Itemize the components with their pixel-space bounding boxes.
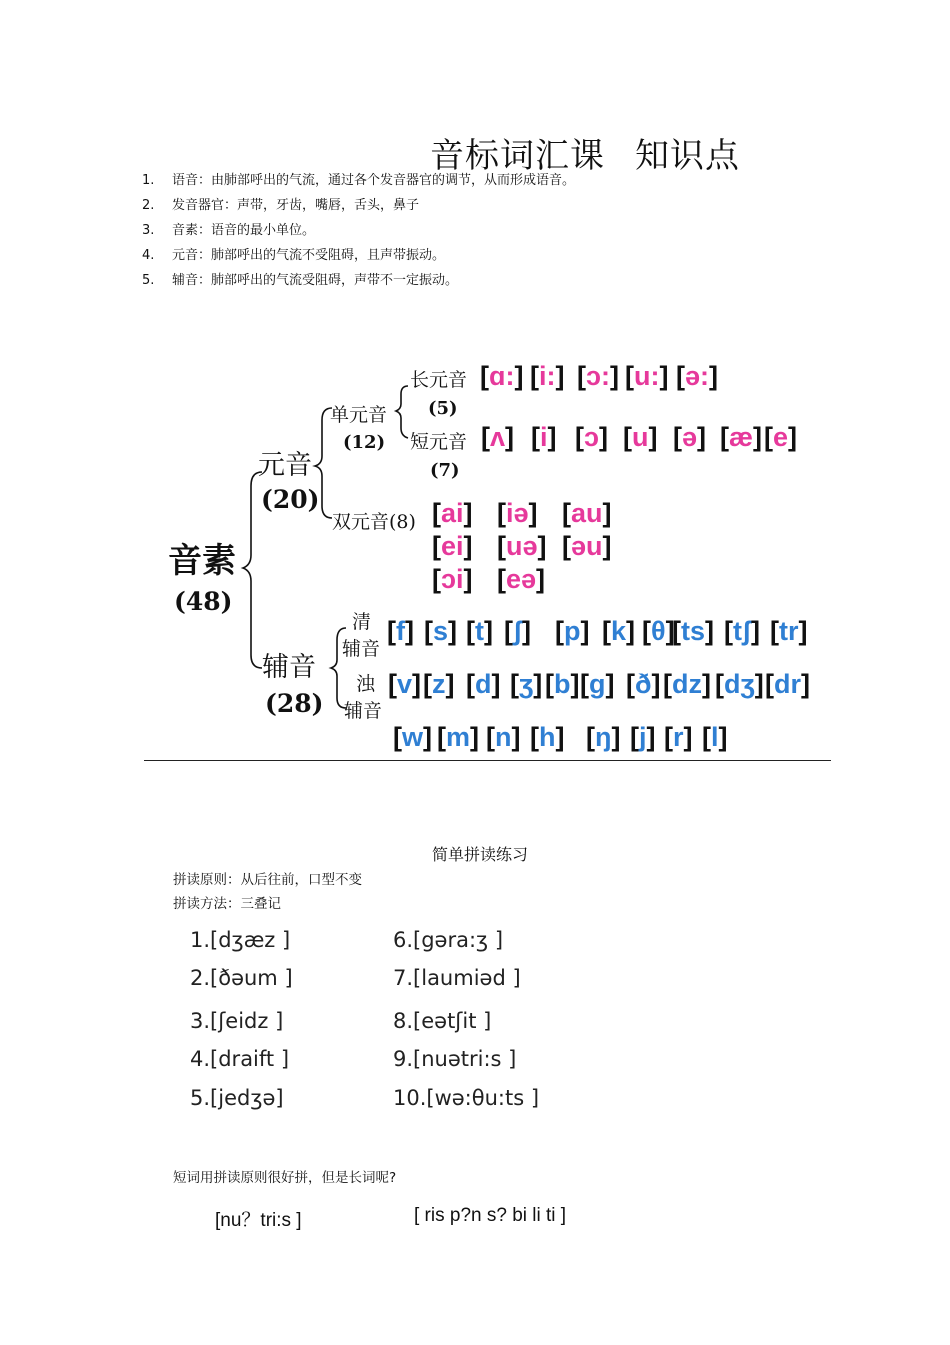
phonetic-symbol: [j]: [630, 722, 656, 752]
practice-item: 10.[wə:θu:ts ]: [393, 1086, 540, 1110]
phonetic-symbol: [ʌ]: [481, 422, 515, 452]
phonetic-symbol: [i]: [531, 422, 557, 452]
voiceless-consonant-symbols: [387, 616, 808, 646]
phonetic-symbol: [z]: [423, 669, 455, 699]
diphthong-label: 双元音(8): [332, 511, 416, 533]
phonetic-symbol: [ei]: [432, 531, 473, 561]
phonetic-symbol: [s]: [424, 616, 458, 646]
phonetic-symbol: [e]: [764, 422, 798, 452]
phonetic-symbol: [u]: [623, 422, 658, 452]
phonetic-symbol: [ts]: [672, 616, 715, 646]
definition-num: 1.: [142, 173, 155, 188]
phoneme-tree-diagram: [0, 330, 950, 760]
phonetic-symbol: [n]: [486, 722, 521, 752]
definition-item: [142, 172, 575, 197]
phonetic-symbol: [k]: [602, 616, 636, 646]
definition-text: 发音器官：声带，牙齿，嘴唇，舌头，鼻子: [172, 198, 420, 213]
definition-num: 2.: [142, 198, 155, 213]
practice-item: 2.[ðəum ]: [190, 966, 293, 990]
long-vowel-symbols: [480, 361, 718, 391]
brace-monophthong: [396, 386, 408, 438]
phonetic-symbol: [t]: [466, 616, 493, 646]
voiced-label-2: 辅音: [344, 700, 383, 722]
phonetic-symbol: [h]: [530, 722, 565, 752]
definition-num: 4.: [142, 248, 155, 263]
page-title-main: 音标词汇课: [430, 136, 605, 176]
definition-text: 音素：语音的最小单位。: [172, 223, 316, 238]
definition-text: 语音：由肺部呼出的气流，通过各个发音器官的调节，从而形成语音。: [172, 173, 576, 188]
section-divider: [144, 760, 831, 761]
long-word-example: [nu？tri:s ]: [215, 1210, 302, 1231]
phonetic-symbol: [m]: [437, 722, 480, 752]
phonetic-symbol: [iə]: [497, 498, 538, 528]
voiceless-label-2: 辅音: [342, 638, 381, 660]
phonetic-symbol: [u:]: [625, 361, 669, 391]
phonetic-symbol: [ŋ]: [586, 722, 621, 752]
short-vowel-label: 短元音: [410, 431, 468, 453]
practice-title: 简单拼读练习: [432, 845, 529, 864]
consonant-count: (28): [265, 689, 324, 718]
practice-rules: [173, 868, 362, 916]
phonetic-symbol: [p]: [555, 616, 590, 646]
definition-item: [142, 222, 575, 247]
phonetic-symbol: [d]: [466, 669, 501, 699]
definition-num: 5.: [142, 273, 155, 288]
phonetic-symbol: [ə:]: [676, 361, 719, 391]
diphthong-symbols: [432, 498, 612, 594]
practice-item: 3.[ʃeidz ]: [190, 1009, 284, 1033]
practice-item: 8.[eətʃit ]: [393, 1009, 492, 1033]
phonetic-symbol: [ə]: [673, 422, 707, 452]
phonetic-symbol: [uə]: [497, 531, 547, 561]
phonetic-symbol: [eə]: [497, 564, 546, 594]
vowel-count: (20): [261, 485, 320, 514]
root-count: (48): [174, 587, 233, 616]
phonetic-symbol: [æ]: [720, 422, 763, 452]
definition-text: 辅音：肺部呼出的气流受阻碍，声带不一定振动。: [172, 273, 459, 288]
phonetic-symbol: [ɑ:]: [480, 361, 524, 391]
monophthong-count: (12): [343, 432, 386, 453]
phonetic-symbol: [θ]: [642, 616, 675, 646]
phonetic-symbol: [ɔ]: [575, 422, 609, 452]
page-title-sub: 知识点: [635, 136, 740, 176]
phonetic-symbol: [ai]: [432, 498, 473, 528]
phonetic-symbol: [əu]: [562, 531, 612, 561]
vowel-label: 元音: [258, 450, 312, 481]
phonetic-symbol: [r]: [664, 722, 693, 752]
consonant-label: 辅音: [262, 652, 316, 683]
definition-list: [142, 172, 575, 297]
practice-item: 7.[laumiəd ]: [393, 966, 521, 990]
long-vowel-count: (5): [428, 398, 458, 419]
phonetic-symbol: [v]: [388, 669, 422, 699]
short-vowel-count: (7): [430, 460, 460, 481]
definition-text: 元音：肺部呼出的气流不受阻碍，且声带振动。: [172, 248, 446, 263]
monophthong-label: 单元音: [330, 404, 388, 426]
practice-item: 4.[draift ]: [190, 1047, 290, 1071]
phonetic-symbol: [f]: [387, 616, 414, 646]
long-word-question: 短词用拼读原则很好拼，但是长词呢?: [173, 1170, 397, 1186]
phonetic-symbol: [i:]: [530, 361, 565, 391]
long-vowel-label: 长元音: [410, 369, 468, 391]
practice-item: 5.[jedʒə]: [190, 1086, 284, 1110]
definition-item: [142, 247, 575, 272]
phonetic-symbol: [b]: [545, 669, 580, 699]
practice-item: 6.[gəra:ʒ ]: [393, 928, 504, 952]
phonetic-symbol: [dr]: [765, 669, 810, 699]
short-vowel-symbols: [481, 422, 797, 452]
phonetic-symbol: [tr]: [770, 616, 808, 646]
phonetic-symbol: [ð]: [626, 669, 661, 699]
phonetic-symbol: [au]: [562, 498, 612, 528]
phonetic-symbol: [dz]: [663, 669, 711, 699]
phonetic-symbol: [tʃ]: [724, 616, 760, 646]
phonetic-symbol: [ɔ:]: [577, 361, 620, 391]
voiced-label-1: 浊: [356, 673, 376, 695]
root-label: 音素: [168, 541, 236, 581]
definition-num: 3.: [142, 223, 155, 238]
long-word-example: [ ris p?n s? bi li ti ]: [414, 1205, 567, 1226]
phonetic-symbol: [g]: [580, 669, 615, 699]
phonetic-symbol: [ʒ]: [510, 669, 543, 699]
practice-principle: 拼读原则：从后往前，口型不变: [173, 872, 362, 888]
practice-method: 拼读方法：三叠记: [173, 896, 281, 912]
other-consonant-symbols: [393, 722, 728, 752]
voiceless-label-1: 清: [352, 611, 372, 633]
phonetic-symbol: [l]: [702, 722, 728, 752]
definition-item: [142, 197, 575, 222]
phonetic-symbol: [ʃ]: [504, 616, 531, 646]
brace-root: [243, 472, 262, 668]
definition-item: [142, 272, 575, 297]
page-title: [430, 128, 740, 177]
practice-item: 9.[nuətri:s ]: [393, 1047, 517, 1071]
phonetic-symbol: [dʒ]: [715, 669, 764, 699]
voiced-consonant-symbols: [388, 669, 810, 699]
practice-item: 1.[dʒæz ]: [190, 928, 291, 952]
phonetic-symbol: [ɔi]: [432, 564, 473, 594]
phonetic-symbol: [w]: [393, 722, 433, 752]
